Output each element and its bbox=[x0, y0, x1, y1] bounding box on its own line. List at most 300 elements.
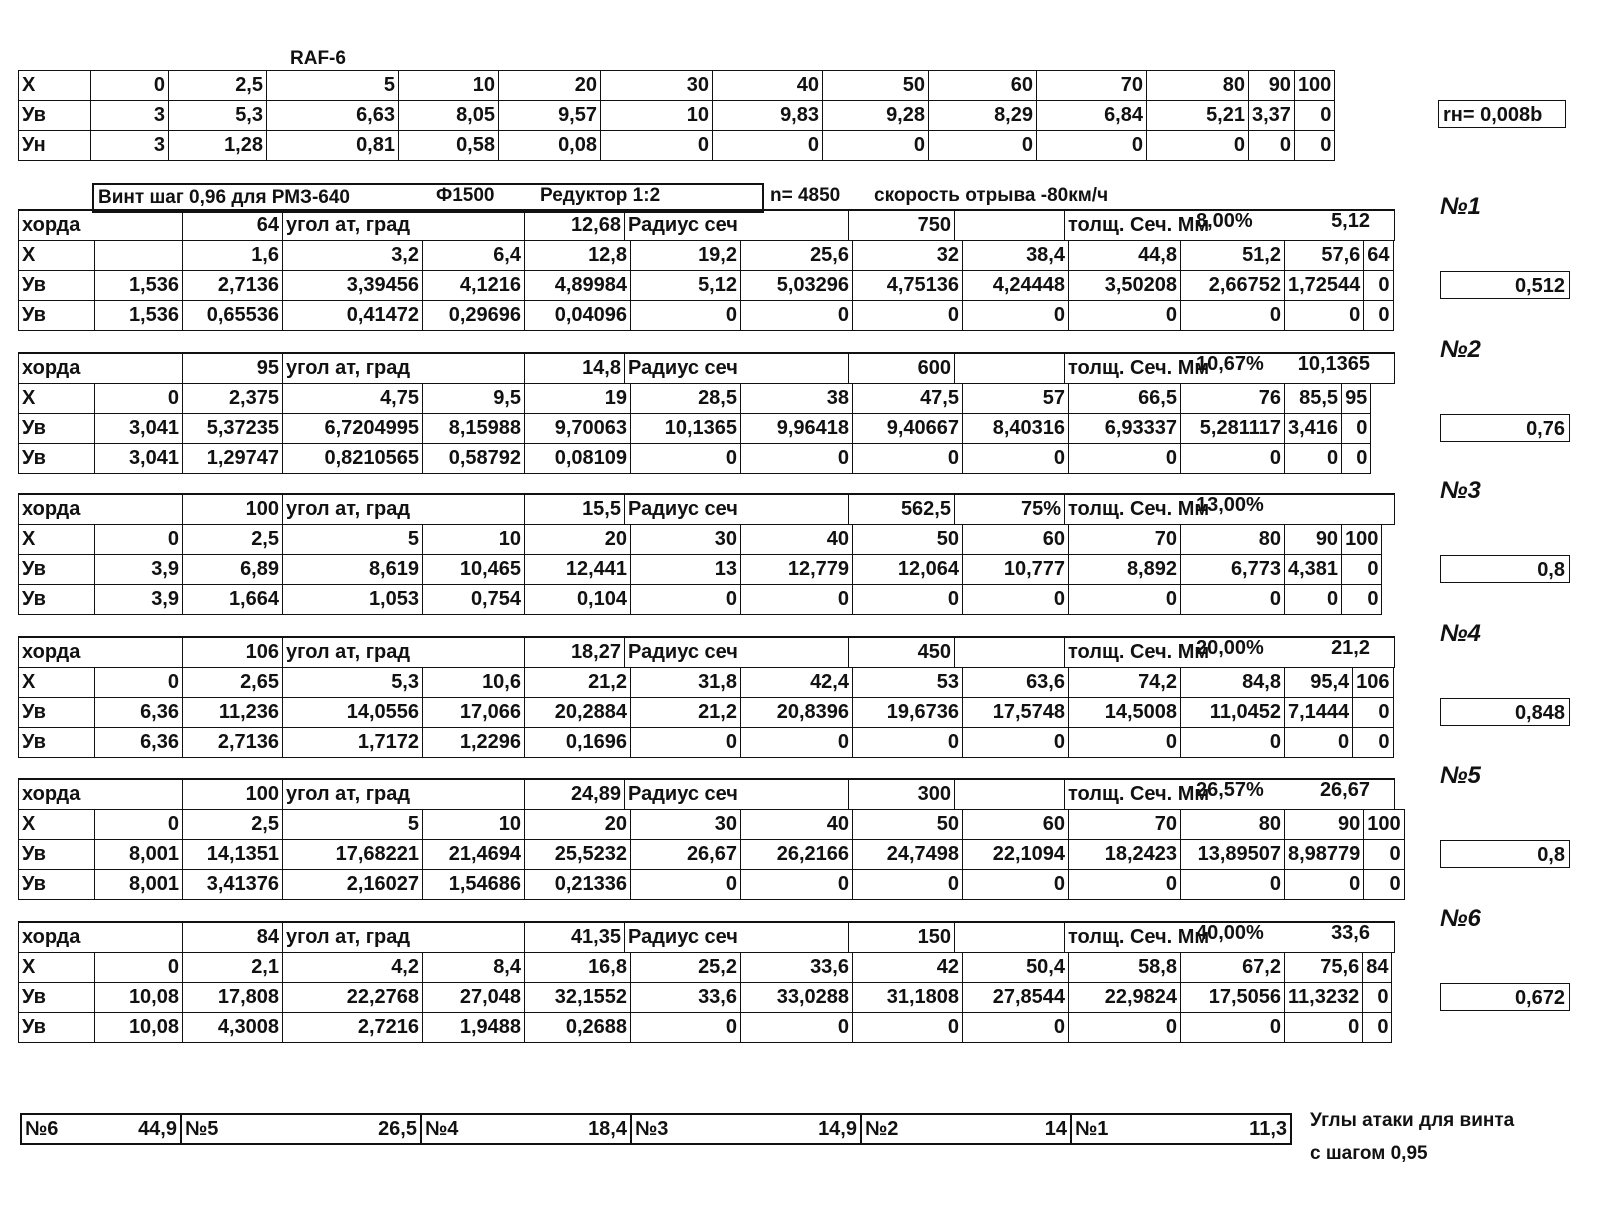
row-label: X bbox=[19, 525, 95, 555]
table-cell: 10,465 bbox=[423, 555, 525, 585]
table-cell: 5,3 bbox=[169, 101, 267, 131]
section-header-row bbox=[18, 636, 1395, 668]
table-cell: 0 bbox=[1069, 1013, 1181, 1043]
table-cell: 0 bbox=[1342, 414, 1371, 444]
table-cell bbox=[95, 241, 183, 271]
table-cell: 31,8 bbox=[631, 668, 741, 698]
table-cell: 6,36 bbox=[95, 728, 183, 758]
table-cell: 1,72544 bbox=[1285, 271, 1364, 301]
table-cell: 13 bbox=[631, 555, 741, 585]
table-cell: 2,65 bbox=[183, 668, 283, 698]
row-label: Ув bbox=[19, 101, 91, 131]
table-cell: 0 bbox=[1181, 1013, 1285, 1043]
table-cell: 14,5008 bbox=[1069, 698, 1181, 728]
table-row bbox=[19, 71, 1335, 101]
table-cell: 0,41472 bbox=[283, 301, 423, 331]
table-cell: 0 bbox=[1037, 131, 1147, 161]
table-cell: 2,7216 bbox=[283, 1013, 423, 1043]
table-cell: 0 bbox=[963, 1013, 1069, 1043]
table-cell: 10 bbox=[399, 71, 499, 101]
table-cell: 0,2688 bbox=[525, 1013, 631, 1043]
row-label: Ув bbox=[19, 301, 95, 331]
radius-label: Радиус сеч bbox=[625, 779, 849, 810]
section-grid bbox=[18, 809, 1405, 900]
thickness-mm: 26,67 bbox=[1319, 779, 1370, 801]
table-cell: 32,1552 bbox=[525, 983, 631, 1013]
chord-label: хорда bbox=[19, 210, 183, 241]
table-cell: 10 bbox=[423, 810, 525, 840]
table-cell: 0 bbox=[853, 301, 963, 331]
table-cell: 0,21336 bbox=[525, 870, 631, 900]
table-cell: 0,58 bbox=[399, 131, 499, 161]
table-cell: 0 bbox=[963, 585, 1069, 615]
thickness-percent: 26,57% bbox=[1196, 779, 1264, 801]
table-cell: 1,28 bbox=[169, 131, 267, 161]
table-cell: 8,29 bbox=[929, 101, 1037, 131]
header-diameter: Ф1500 bbox=[436, 185, 495, 206]
table-cell: 8,98779 bbox=[1285, 840, 1364, 870]
section-header-row bbox=[18, 493, 1395, 525]
summary-section-label: №6 bbox=[21, 1114, 81, 1144]
table-cell: 26,67 bbox=[631, 840, 741, 870]
table-cell: 0 bbox=[1294, 101, 1334, 131]
thickness-mm: 10,1365 bbox=[1297, 353, 1370, 375]
table-cell: 3,9 bbox=[95, 585, 183, 615]
table-cell: 0 bbox=[95, 384, 183, 414]
section-header-row bbox=[18, 209, 1395, 241]
table-cell: 0 bbox=[853, 444, 963, 474]
summary-section-label: №2 bbox=[861, 1114, 921, 1144]
summary-angle-value: 44,9 bbox=[81, 1114, 181, 1144]
table-cell: 0,81 bbox=[267, 131, 399, 161]
table-cell: 51,2 bbox=[1181, 241, 1285, 271]
table-cell: 40 bbox=[713, 71, 823, 101]
table-cell: 0 bbox=[1147, 131, 1249, 161]
table-cell: 20,2884 bbox=[525, 698, 631, 728]
extra-value bbox=[955, 353, 1065, 384]
header-reducer: Редуктор 1:2 bbox=[540, 185, 661, 206]
table-cell: 2,66752 bbox=[1181, 271, 1285, 301]
table-cell: 25,5232 bbox=[525, 840, 631, 870]
table-cell: 0 bbox=[1285, 585, 1342, 615]
table-row bbox=[19, 525, 1382, 555]
row-label: Ув bbox=[19, 555, 95, 585]
table-row bbox=[19, 131, 1335, 161]
table-cell: 3,37 bbox=[1249, 101, 1295, 131]
table-cell: 74,2 bbox=[1069, 668, 1181, 698]
table-cell: 80 bbox=[1181, 525, 1285, 555]
table-cell: 100 bbox=[1294, 71, 1334, 101]
table-cell: 17,808 bbox=[183, 983, 283, 1013]
table-cell: 17,5056 bbox=[1181, 983, 1285, 1013]
table-cell: 0 bbox=[1294, 131, 1334, 161]
table-cell: 5,03296 bbox=[741, 271, 853, 301]
angle-value: 14,8 bbox=[525, 353, 625, 384]
table-row bbox=[19, 870, 1405, 900]
table-cell: 19,6736 bbox=[853, 698, 963, 728]
table-cell: 1,54686 bbox=[423, 870, 525, 900]
table-cell: 12,441 bbox=[525, 555, 631, 585]
raf-title: RAF-6 bbox=[290, 48, 346, 69]
table-cell: 9,83 bbox=[713, 101, 823, 131]
table-cell: 6,36 bbox=[95, 698, 183, 728]
table-cell: 70 bbox=[1069, 525, 1181, 555]
table-cell: 50 bbox=[853, 810, 963, 840]
radius-label: Радиус сеч bbox=[625, 922, 849, 953]
table-cell: 0 bbox=[631, 444, 741, 474]
table-cell: 38 bbox=[741, 384, 853, 414]
side-value: 0,76 bbox=[1440, 414, 1570, 442]
table-cell: 0 bbox=[95, 525, 183, 555]
table-cell: 100 bbox=[1364, 810, 1404, 840]
table-cell: 9,96418 bbox=[741, 414, 853, 444]
table-row bbox=[19, 953, 1392, 983]
table-cell: 0 bbox=[1353, 728, 1393, 758]
table-cell: 0 bbox=[963, 728, 1069, 758]
table-cell: 1,9488 bbox=[423, 1013, 525, 1043]
table-cell: 8,001 bbox=[95, 870, 183, 900]
bottom-caption-2: с шагом 0,95 bbox=[1310, 1143, 1428, 1164]
table-cell: 0 bbox=[1285, 728, 1353, 758]
table-cell: 0,29696 bbox=[423, 301, 525, 331]
table-row bbox=[19, 810, 1405, 840]
chord-label: хорда bbox=[19, 922, 183, 953]
chord-value: 95 bbox=[183, 353, 283, 384]
table-cell: 60 bbox=[963, 810, 1069, 840]
table-cell: 0 bbox=[1249, 131, 1295, 161]
table-cell: 6,89 bbox=[183, 555, 283, 585]
table-cell: 5,12 bbox=[631, 271, 741, 301]
row-label: Ув bbox=[19, 414, 95, 444]
row-label: Ув bbox=[19, 698, 95, 728]
table-cell: 0 bbox=[95, 953, 183, 983]
table-cell: 2,7136 bbox=[183, 728, 283, 758]
summary-section-label: №4 bbox=[421, 1114, 481, 1144]
radius-value: 600 bbox=[849, 353, 955, 384]
table-cell: 8,15988 bbox=[423, 414, 525, 444]
table-cell: 13,89507 bbox=[1181, 840, 1285, 870]
section-number: №2 bbox=[1440, 336, 1481, 363]
table-cell: 47,5 bbox=[853, 384, 963, 414]
table-cell: 10,777 bbox=[963, 555, 1069, 585]
table-cell: 0 bbox=[741, 870, 853, 900]
table-cell: 57,6 bbox=[1285, 241, 1364, 271]
chord-value: 106 bbox=[183, 637, 283, 668]
table-cell: 10,08 bbox=[95, 983, 183, 1013]
section-header-row bbox=[18, 778, 1395, 810]
angle-value: 18,27 bbox=[525, 637, 625, 668]
summary-section-label: №5 bbox=[181, 1114, 241, 1144]
table-cell: 20 bbox=[525, 810, 631, 840]
table-cell: 4,24448 bbox=[963, 271, 1069, 301]
thickness-label: толщ. Сеч. Мм bbox=[1065, 922, 1395, 953]
table-row bbox=[19, 983, 1392, 1013]
table-cell: 17,066 bbox=[423, 698, 525, 728]
table-cell: 8,4 bbox=[423, 953, 525, 983]
table-cell: 0 bbox=[1342, 444, 1371, 474]
table-row bbox=[19, 241, 1394, 271]
table-cell: 0 bbox=[1181, 870, 1285, 900]
table-cell: 0 bbox=[1069, 728, 1181, 758]
table-cell: 0 bbox=[1342, 555, 1382, 585]
table-cell: 1,536 bbox=[95, 301, 183, 331]
angle-value: 24,89 bbox=[525, 779, 625, 810]
table-cell: 7,1444 bbox=[1285, 698, 1353, 728]
table-cell: 22,2768 bbox=[283, 983, 423, 1013]
table-cell: 9,28 bbox=[823, 101, 929, 131]
header-rpm: n= 4850 bbox=[770, 185, 841, 206]
table-cell: 3,416 bbox=[1285, 414, 1342, 444]
table-cell: 12,064 bbox=[853, 555, 963, 585]
angle-value: 15,5 bbox=[525, 494, 625, 525]
table-row bbox=[19, 668, 1394, 698]
table-cell: 0,58792 bbox=[423, 444, 525, 474]
table-cell: 33,6 bbox=[631, 983, 741, 1013]
table-cell: 12,779 bbox=[741, 555, 853, 585]
table-cell: 0,754 bbox=[423, 585, 525, 615]
table-row bbox=[19, 414, 1371, 444]
table-cell: 75,6 bbox=[1285, 953, 1363, 983]
radius-label: Радиус сеч bbox=[625, 637, 849, 668]
table-cell: 6,4 bbox=[423, 241, 525, 271]
chord-value: 84 bbox=[183, 922, 283, 953]
table-cell: 21,4694 bbox=[423, 840, 525, 870]
table-cell: 3 bbox=[91, 131, 169, 161]
table-cell: 11,0452 bbox=[1181, 698, 1285, 728]
table-cell: 19 bbox=[525, 384, 631, 414]
radius-label: Радиус сеч bbox=[625, 494, 849, 525]
table-cell: 18,2423 bbox=[1069, 840, 1181, 870]
table-cell: 1,29747 bbox=[183, 444, 283, 474]
raf-table-container bbox=[18, 70, 1335, 161]
table-cell: 0 bbox=[1181, 444, 1285, 474]
table-cell: 0 bbox=[963, 870, 1069, 900]
row-label: Ун bbox=[19, 131, 91, 161]
table-cell: 16,8 bbox=[525, 953, 631, 983]
table-cell: 57 bbox=[963, 384, 1069, 414]
angle-summary-table bbox=[20, 1113, 1292, 1145]
table-cell: 30 bbox=[631, 810, 741, 840]
table-cell: 0,04096 bbox=[525, 301, 631, 331]
table-cell: 20 bbox=[525, 525, 631, 555]
side-value: 0,848 bbox=[1440, 698, 1570, 726]
table-cell: 5,37235 bbox=[183, 414, 283, 444]
table-cell: 0,1696 bbox=[525, 728, 631, 758]
table-cell: 12,8 bbox=[525, 241, 631, 271]
table-cell: 4,75136 bbox=[853, 271, 963, 301]
angle-value: 41,35 bbox=[525, 922, 625, 953]
table-cell: 63,6 bbox=[963, 668, 1069, 698]
table-cell: 0 bbox=[1342, 585, 1382, 615]
table-cell: 0,104 bbox=[525, 585, 631, 615]
table-cell: 2,16027 bbox=[283, 870, 423, 900]
summary-section-label: №1 bbox=[1071, 1114, 1131, 1144]
thickness-label: толщ. Сеч. Мм bbox=[1065, 637, 1395, 668]
table-cell: 10,6 bbox=[423, 668, 525, 698]
table-cell: 0 bbox=[1181, 728, 1285, 758]
row-label: Ув bbox=[19, 870, 95, 900]
table-cell: 0 bbox=[713, 131, 823, 161]
table-cell: 0 bbox=[1285, 1013, 1363, 1043]
table-cell: 70 bbox=[1037, 71, 1147, 101]
table-cell: 1,7172 bbox=[283, 728, 423, 758]
table-cell: 2,5 bbox=[183, 525, 283, 555]
table-cell: 0 bbox=[853, 728, 963, 758]
table-cell: 6,7204995 bbox=[283, 414, 423, 444]
table-cell: 0 bbox=[1364, 870, 1404, 900]
table-cell: 0 bbox=[963, 301, 1069, 331]
radius-label: Радиус сеч bbox=[625, 210, 849, 241]
extra-value bbox=[955, 779, 1065, 810]
radius-value: 562,5 bbox=[849, 494, 955, 525]
table-cell: 38,4 bbox=[963, 241, 1069, 271]
thickness-label: толщ. Сеч. Мм bbox=[1065, 494, 1395, 525]
table-cell: 25,6 bbox=[741, 241, 853, 271]
table-cell: 0 bbox=[853, 1013, 963, 1043]
table-cell: 2,375 bbox=[183, 384, 283, 414]
table-cell: 0 bbox=[1363, 983, 1392, 1013]
table-cell: 106 bbox=[1353, 668, 1393, 698]
table-cell: 84 bbox=[1363, 953, 1392, 983]
table-cell: 21,2 bbox=[525, 668, 631, 698]
table-cell: 14,0556 bbox=[283, 698, 423, 728]
table-cell: 1,2296 bbox=[423, 728, 525, 758]
thickness-label: толщ. Сеч. Мм bbox=[1065, 779, 1395, 810]
radius-value: 300 bbox=[849, 779, 955, 810]
table-cell: 3,041 bbox=[95, 414, 183, 444]
angle-label: угол ат, град bbox=[283, 353, 525, 384]
table-cell: 0 bbox=[1069, 870, 1181, 900]
table-cell: 0 bbox=[1069, 585, 1181, 615]
side-value: 0,8 bbox=[1440, 840, 1570, 868]
table-cell: 0,8210565 bbox=[283, 444, 423, 474]
table-cell: 30 bbox=[601, 71, 713, 101]
table-cell: 60 bbox=[929, 71, 1037, 101]
table-cell: 3,2 bbox=[283, 241, 423, 271]
row-label: X bbox=[19, 71, 91, 101]
summary-section-label: №3 bbox=[631, 1114, 691, 1144]
section-number: №6 bbox=[1440, 905, 1481, 932]
table-row bbox=[19, 1013, 1392, 1043]
table-cell: 0 bbox=[1181, 585, 1285, 615]
table-row bbox=[19, 444, 1371, 474]
table-row bbox=[19, 384, 1371, 414]
table-cell: 0 bbox=[929, 131, 1037, 161]
table-cell: 8,05 bbox=[399, 101, 499, 131]
table-cell: 0 bbox=[631, 870, 741, 900]
summary-angle-value: 11,3 bbox=[1131, 1114, 1291, 1144]
table-cell: 50,4 bbox=[963, 953, 1069, 983]
table-cell: 6,84 bbox=[1037, 101, 1147, 131]
table-cell: 22,1094 bbox=[963, 840, 1069, 870]
table-cell: 0,08 bbox=[499, 131, 601, 161]
table-cell: 8,40316 bbox=[963, 414, 1069, 444]
table-cell: 33,6 bbox=[741, 953, 853, 983]
table-cell: 0 bbox=[741, 1013, 853, 1043]
table-cell: 4,381 bbox=[1285, 555, 1342, 585]
table-cell: 0 bbox=[853, 870, 963, 900]
row-label: Ув bbox=[19, 1013, 95, 1043]
thickness-mm: 5,12 bbox=[1331, 210, 1370, 232]
table-cell: 4,1216 bbox=[423, 271, 525, 301]
table-cell: 0 bbox=[1069, 444, 1181, 474]
summary-angle-value: 14 bbox=[921, 1114, 1071, 1144]
extra-value bbox=[955, 922, 1065, 953]
angle-label: угол ат, град bbox=[283, 494, 525, 525]
table-cell: 2,1 bbox=[183, 953, 283, 983]
chord-label: хорда bbox=[19, 353, 183, 384]
table-cell: 27,8544 bbox=[963, 983, 1069, 1013]
table-cell: 1,6 bbox=[183, 241, 283, 271]
table-cell: 0,08109 bbox=[525, 444, 631, 474]
table-cell: 4,75 bbox=[283, 384, 423, 414]
angle-label: угол ат, град bbox=[283, 637, 525, 668]
table-cell: 95 bbox=[1342, 384, 1371, 414]
table-cell: 0 bbox=[95, 668, 183, 698]
row-label: Ув bbox=[19, 840, 95, 870]
table-cell: 0 bbox=[601, 131, 713, 161]
side-value: 0,512 bbox=[1440, 271, 1570, 299]
header-boxed-text: Винт шаг 0,96 для РМЗ-640 bbox=[98, 187, 350, 208]
angle-label: угол ат, град bbox=[283, 779, 525, 810]
table-cell: 26,2166 bbox=[741, 840, 853, 870]
table-cell: 10 bbox=[601, 101, 713, 131]
table-cell: 0 bbox=[741, 301, 853, 331]
row-label: X bbox=[19, 668, 95, 698]
table-cell: 85,5 bbox=[1285, 384, 1342, 414]
table-cell: 27,048 bbox=[423, 983, 525, 1013]
table-row bbox=[19, 698, 1394, 728]
table-cell: 33,0288 bbox=[741, 983, 853, 1013]
table-cell: 64 bbox=[1364, 241, 1393, 271]
table-cell: 0 bbox=[853, 585, 963, 615]
table-cell: 90 bbox=[1285, 810, 1364, 840]
table-cell: 5 bbox=[267, 71, 399, 101]
table-cell: 0 bbox=[631, 301, 741, 331]
thickness-label: толщ. Сеч. Мм bbox=[1065, 353, 1395, 384]
table-cell: 0 bbox=[1363, 1013, 1392, 1043]
table-cell: 40 bbox=[741, 810, 853, 840]
table-cell: 31,1808 bbox=[853, 983, 963, 1013]
chord-label: хорда bbox=[19, 494, 183, 525]
section-number: №4 bbox=[1440, 620, 1481, 647]
table-cell: 3,9 bbox=[95, 555, 183, 585]
radius-value: 750 bbox=[849, 210, 955, 241]
table-row bbox=[19, 555, 1382, 585]
thickness-mm: 21,2 bbox=[1331, 637, 1370, 659]
table-cell: 5,281117 bbox=[1181, 414, 1285, 444]
thickness-percent: 10,67% bbox=[1196, 353, 1264, 375]
side-value: 0,8 bbox=[1440, 555, 1570, 583]
table-cell: 28,5 bbox=[631, 384, 741, 414]
table-cell: 95,4 bbox=[1285, 668, 1353, 698]
table-cell: 8,892 bbox=[1069, 555, 1181, 585]
table-cell: 3 bbox=[91, 101, 169, 131]
angle-label: угол ат, град bbox=[283, 922, 525, 953]
table-cell: 25,2 bbox=[631, 953, 741, 983]
table-cell: 0 bbox=[1285, 301, 1364, 331]
table-cell: 3,39456 bbox=[283, 271, 423, 301]
table-cell: 24,7498 bbox=[853, 840, 963, 870]
table-cell: 0 bbox=[1364, 840, 1404, 870]
table-cell: 0,65536 bbox=[183, 301, 283, 331]
table-cell: 20 bbox=[499, 71, 601, 101]
table-cell: 17,5748 bbox=[963, 698, 1069, 728]
table-cell: 2,7136 bbox=[183, 271, 283, 301]
table-cell: 3,50208 bbox=[1069, 271, 1181, 301]
table-cell: 0 bbox=[631, 728, 741, 758]
summary-angle-value: 14,9 bbox=[691, 1114, 861, 1144]
